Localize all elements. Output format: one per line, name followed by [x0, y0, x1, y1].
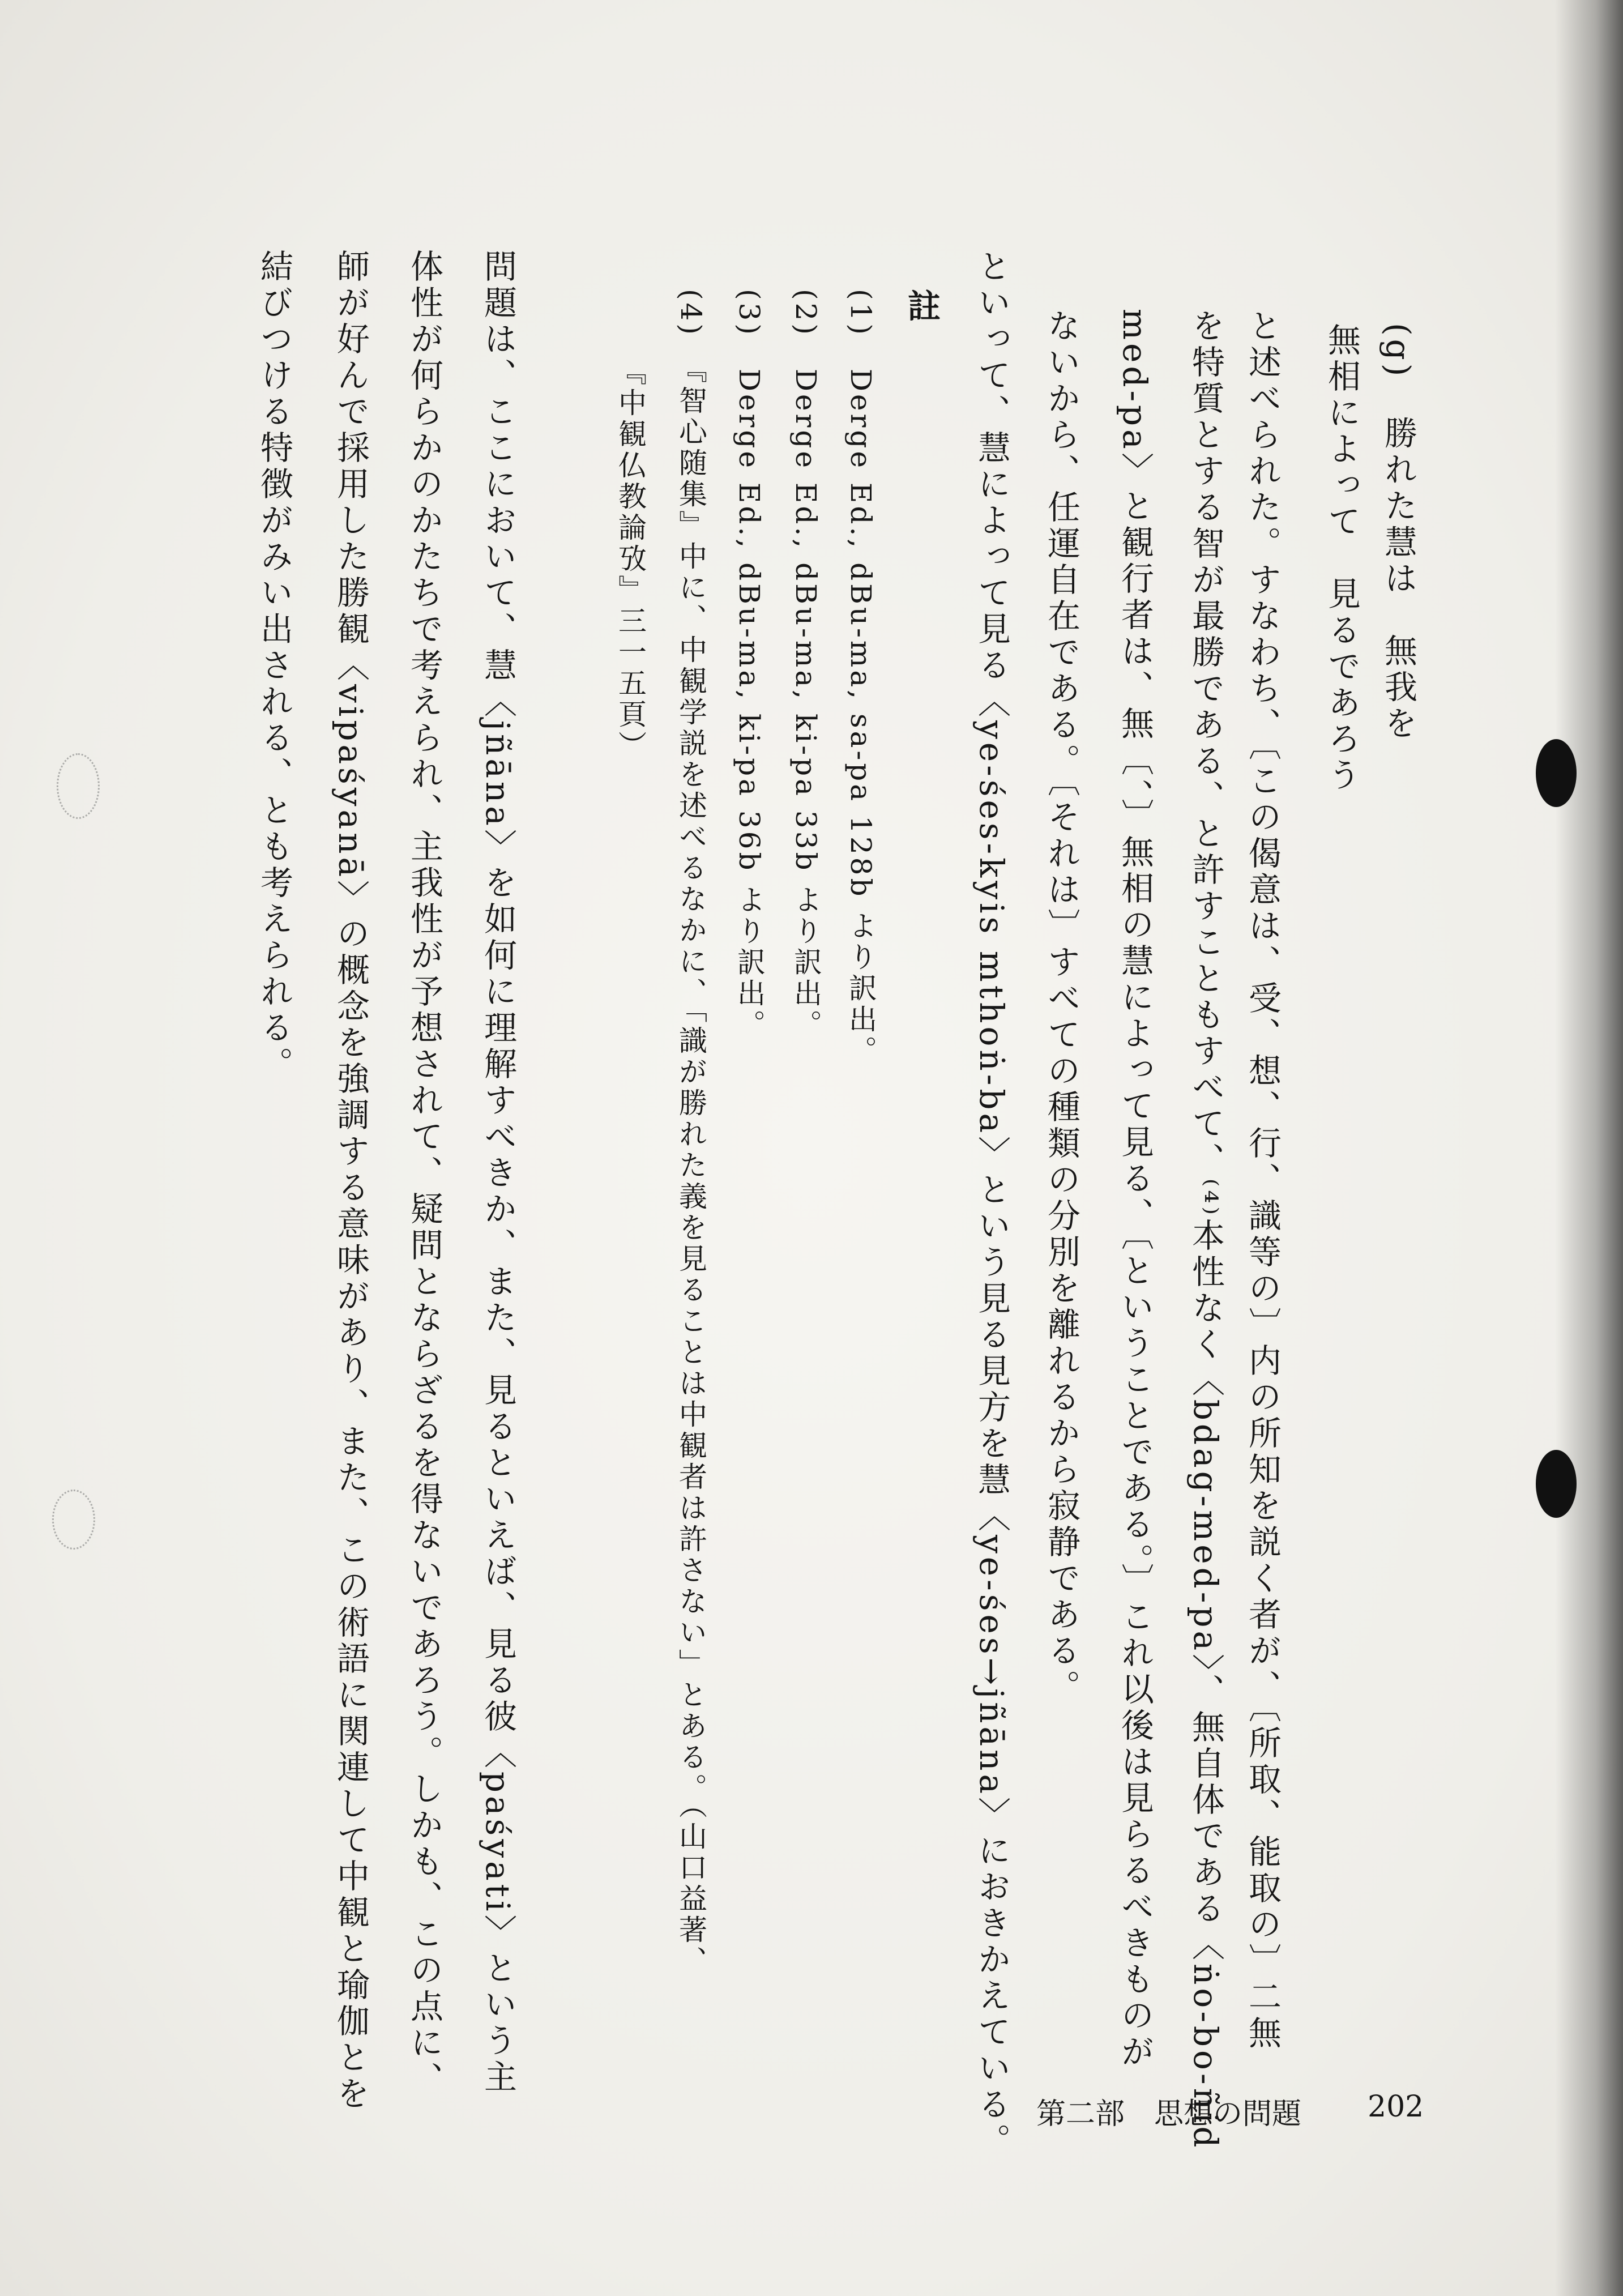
body-line-5: といって、慧によって見る〈ye-śes-kyis mthoṅ-ba〉という見る見方を慧〈ye-śes→jñāna〉におきかえている。 [972, 249, 1011, 2160]
note-3: (3) Derge Ed., dBu-ma, ki-pa 36b より訳出。 [733, 289, 766, 1041]
body-line-3: med-pa〉と観行者は、無〔、〕無相の慧によって見る、〔ということである。〕これ以後は見らるべきものが [1116, 309, 1154, 2071]
notes-heading: 註 [902, 289, 941, 325]
paper-blemish-upper [57, 753, 100, 819]
closing-line-3: 師が好んで採用した勝観〈vipaśyanā〉の概念を強調する意味があり、また、この術語に関連して中観と瑜伽とを [331, 249, 370, 2113]
scan-edge-shadow [1555, 0, 1623, 2296]
note-2: (2) Derge Ed., dBu-ma, ki-pa 33b より訳出。 [789, 289, 822, 1041]
verse-line-1: (g) 勝れた慧は 無我を [1379, 323, 1417, 742]
note-4: (4) 『智心随集』中に、中観学説を述べるなかに、「識が勝れた義を見ることは中観者は許さない」とある。（山口益著、 [674, 289, 707, 1977]
punch-hole-lower [1536, 1450, 1577, 1518]
body-line-1: と述べられた。すなわち、〔この偈意は、受、想、行、識等の〕内の所知を説く者が、〔所取、能取の〕二無 [1243, 309, 1282, 2052]
note-1: (1) Derge Ed., dBu-ma, sa-pa 128b より訳出。 [844, 289, 877, 1067]
note-4-continued: 『中観仏教論攷』三一五頁） [614, 357, 647, 762]
closing-line-2: 体性が何らかのかたちで考えられ、主我性が予想されて、疑問とならざるを得ないであろう。しかも、この点に、 [405, 249, 443, 2098]
paper-blemish-lower [52, 1490, 95, 1550]
running-footer-section: 第二部 思想の問題 [1036, 2097, 1302, 2131]
closing-line-4: 結びつける特徴がみい出される、とも考えられる。 [255, 249, 293, 1083]
closing-line-1: 問題は、ここにおいて、慧〈jñāna〉を如何に理解すべきか、また、見るといえば、見る彼〈paśyati〉という主 [479, 249, 517, 2096]
page-number: 202 [1368, 2090, 1424, 2124]
verse-line-2: 無相によって 見るであろう [1322, 323, 1361, 794]
body-line-4: ないから、任運自在である。〔それは〕すべての種類の分別を離れるから寂静である。 [1042, 309, 1080, 1706]
punch-hole-upper [1536, 739, 1577, 807]
body-line-2: を特質とする智が最勝である、と許すこともすべて、⁽⁴⁾本性なく〈bdag-med-pa〉、無自体である〈ṅo-bo-ñid [1186, 309, 1225, 2151]
